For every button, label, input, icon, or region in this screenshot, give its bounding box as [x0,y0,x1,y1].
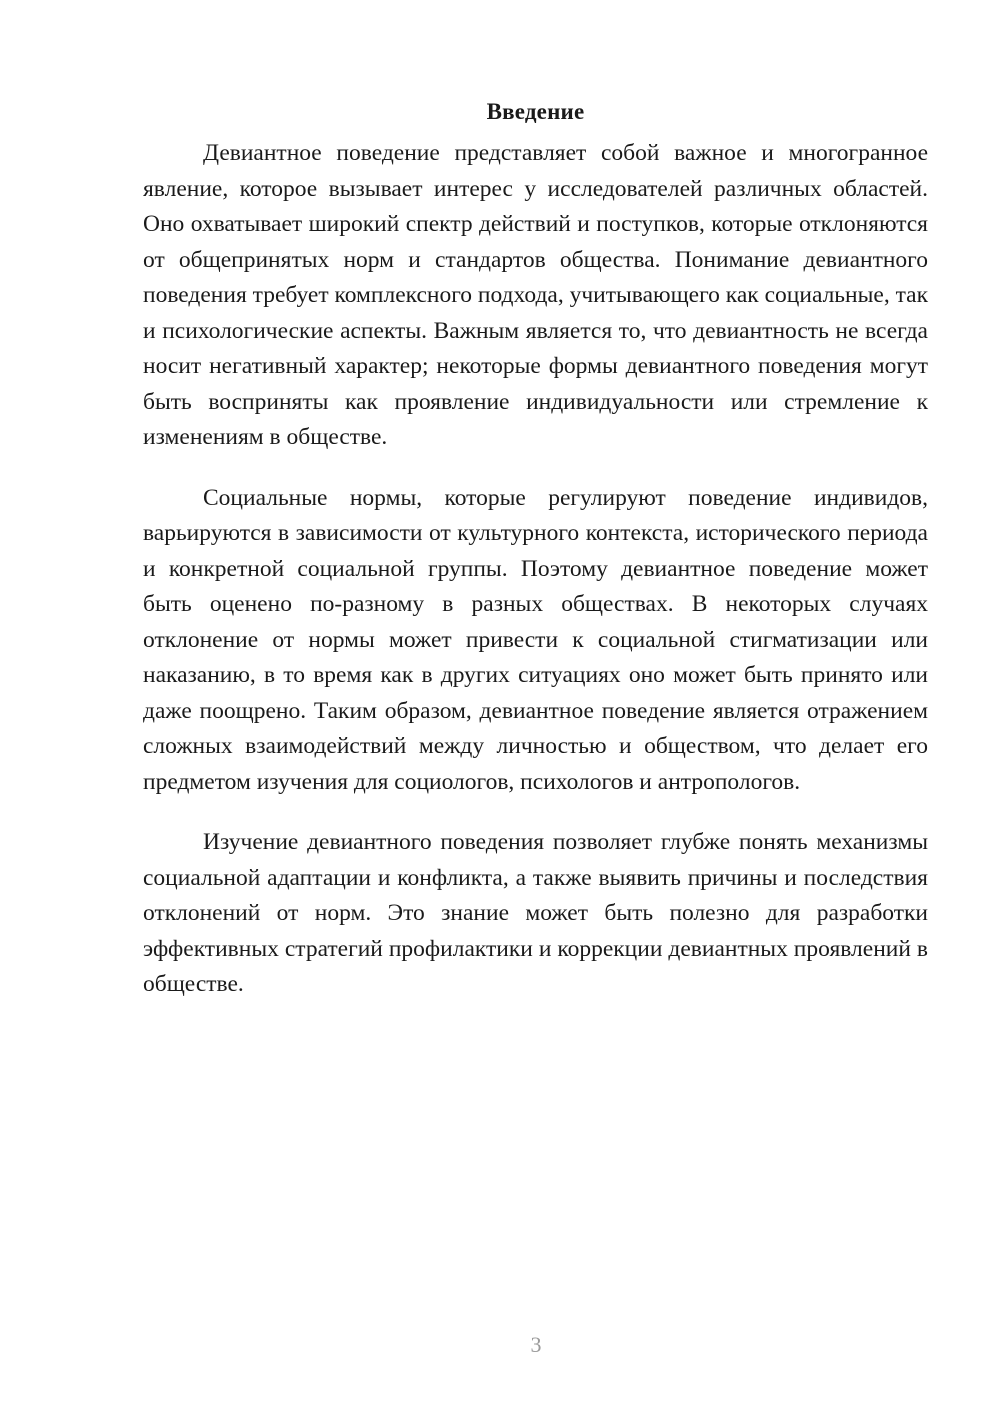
paragraph-1: Девиантное поведение представляет собой важное и многогранное явление, которое вызывает интерес у исследователей различных областей. Оно охватывает широкий спектр действий и поступков, которые отклоняются от общепринятых норм и стандартов общества. Понимание девиантного поведения требует комплексного подхода, учитывающего как социальные, так и психологические аспекты. Важным является то, что девиантность не всегда носит негативный характер; некоторые формы девиантного поведения могут быть восприняты как проявление индивидуальности или стремление к изменениям в обществе. [143,140,928,450]
page-number: 3 [530,1332,542,1357]
paragraph-3: Изучение девиантного поведения позволяет глубже понять механизмы социальной адаптации и конфликта, а также выявить причины и последствия отклонений от норм. Это знание может быть полезно для разработки эффективных стратегий профилактики и коррекции девиантных проявлений в обществе. [143,829,928,997]
section-title: Введение [486,99,585,124]
paragraph-2: Социальные нормы, которые регулируют поведение индивидов, варьируются в зависимости от культурного контекста, исторического периода и конкретной социальной группы. Поэтому девиантное поведение может быть оценено по-разному в разных обществах. В некоторых случаях отклонение от нормы может привести к социальной стигматизации или наказанию, в то время как в других ситуациях оно может быть принято или даже поощрено. Таким образом, девиантное поведение является отражением сложных взаимодействий между личностью и обществом, что делает его предметом изучения для социологов, психологов и антропологов. [143,484,928,795]
page-content [143,92,928,1028]
